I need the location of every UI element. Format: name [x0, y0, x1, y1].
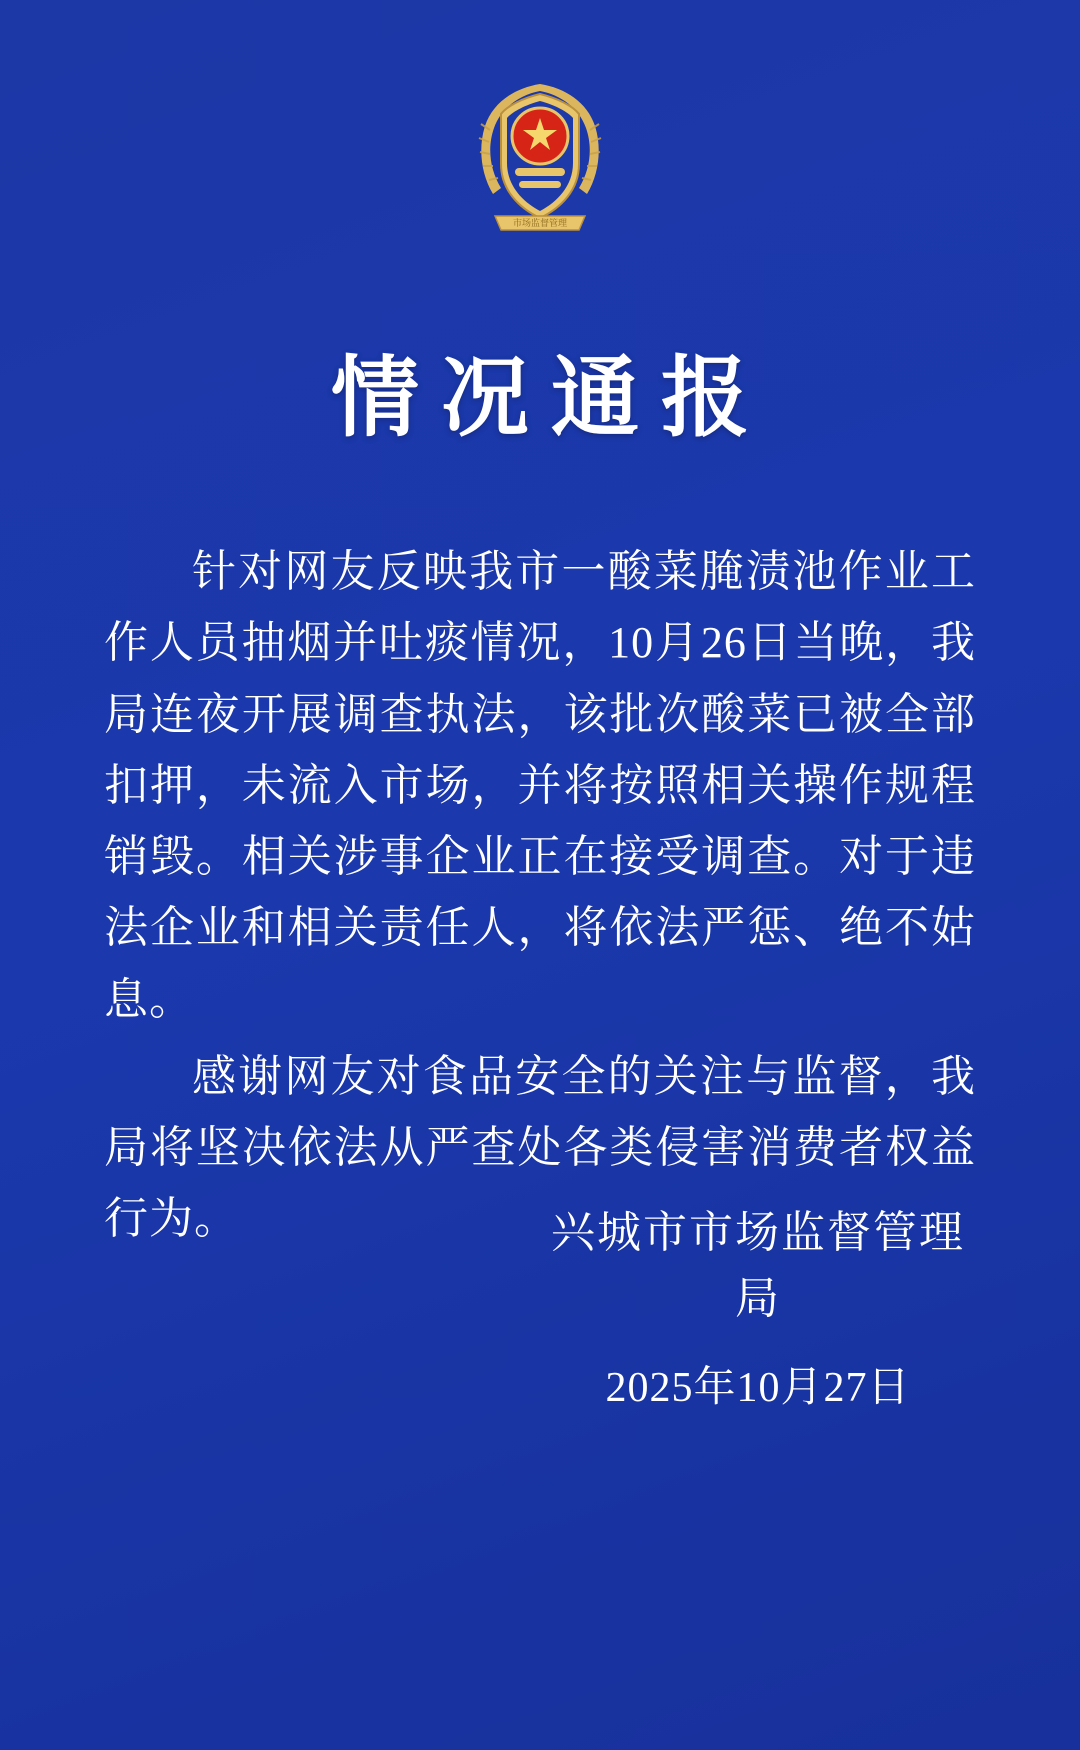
page-title: 情况通报: [330, 351, 771, 448]
notice-paragraph-1: 针对网友反映我市一酸菜腌渍池作业工作人员抽烟并吐痰情况，10月26日当晚，我局连夜开展调查执法，该批次酸菜已被全部扣押，未流入市场，并将按照相关操作规程销毁。相关涉事企业正在接受调查。对于违法企业和相关责任人，将依法严惩、绝不姑息。: [104, 547, 976, 1024]
china-market-regulation-emblem-icon: [445, 68, 635, 238]
issuing-organization: 兴城市市场监督管理局: [551, 1208, 965, 1323]
svg-text:市场监督管理: 市场监督管理: [512, 218, 568, 228]
notice-paragraph-2: 感谢网友对食品安全的关注与监督，我局将坚决依法从严查处各类侵害消费者权益行为。: [104, 1051, 976, 1244]
issue-date: 2025年10月27日: [605, 1365, 911, 1411]
notice-body: [104, 536, 976, 1261]
signature-block: [548, 1200, 968, 1414]
